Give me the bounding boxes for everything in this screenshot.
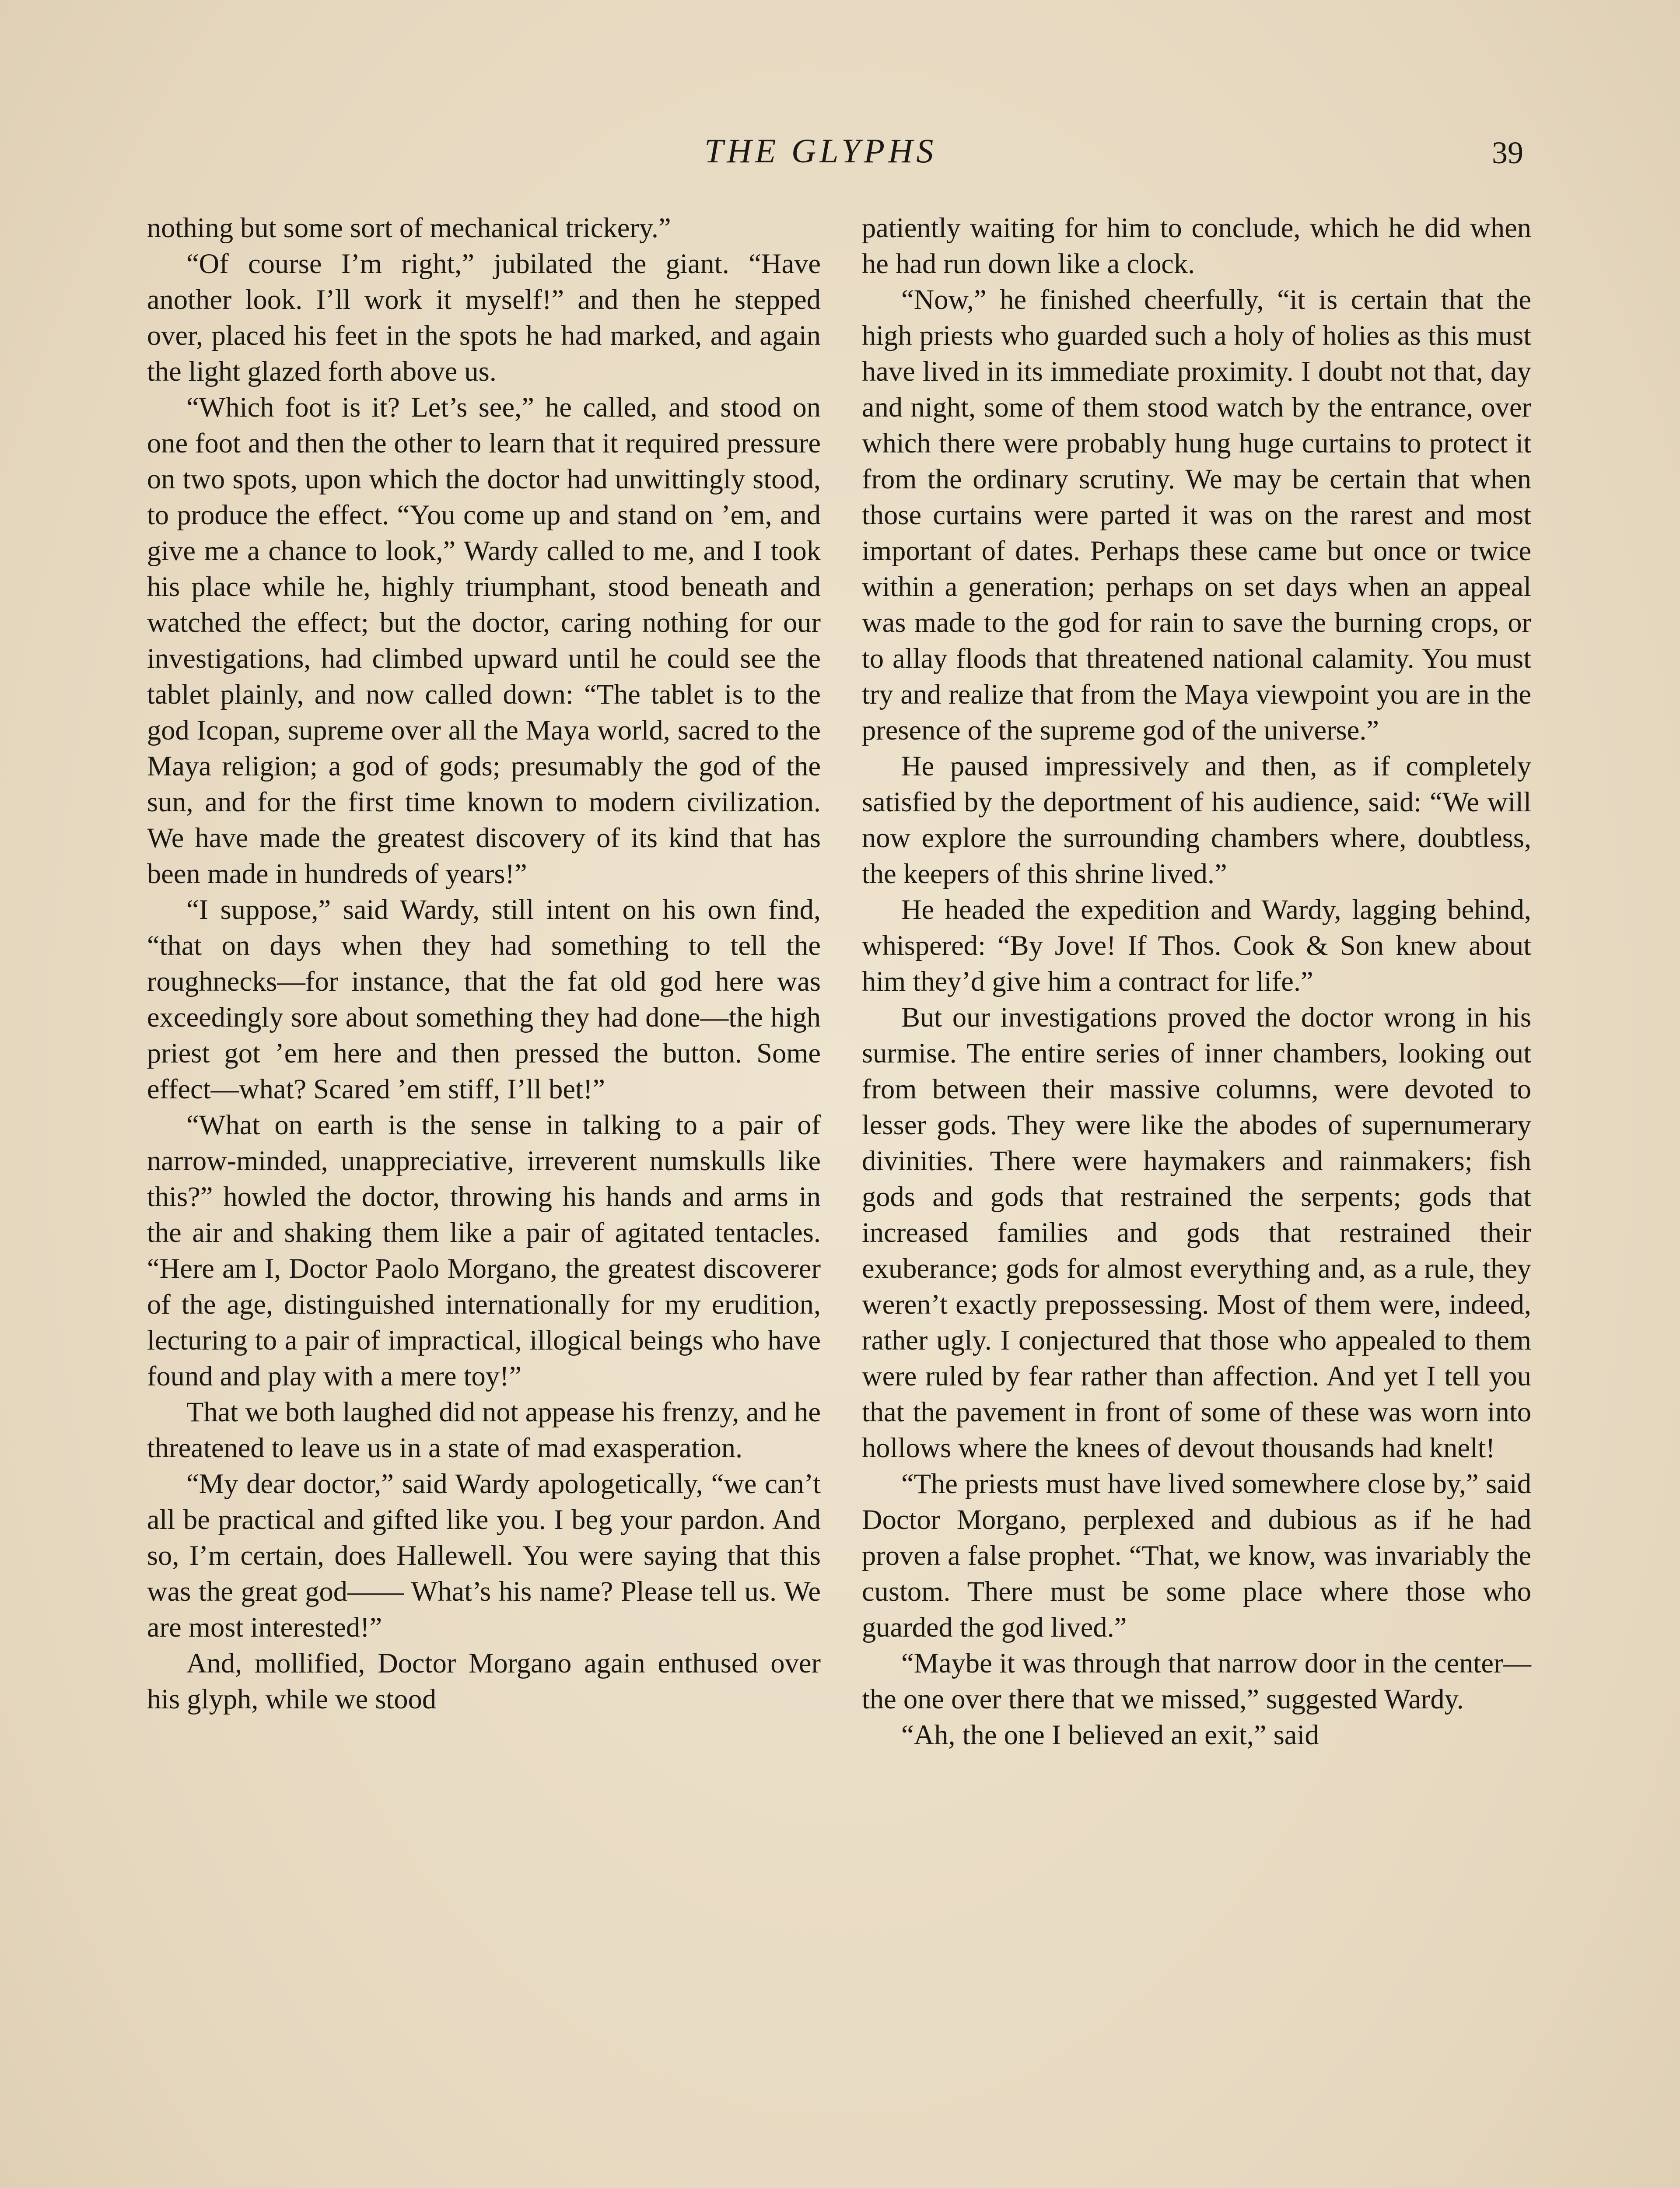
paragraph: And, mollified, Doctor Morgano again enthused over his glyph, while we stood	[147, 1648, 821, 1715]
paragraph: “The priests must have lived somewhere close by,” said Doctor Morgano, perplexed and dubious as if he had proven a false prophet. “That, we know, was invariably the custom. There must be some place where those who guarded the god lived.”	[862, 1468, 1531, 1643]
paragraph: “My dear doctor,” said Wardy apologetically, “we can’t all be practical and gifted like you. I beg your pardon. And so, I’m certain, does Hallewell. You were saying that this was the great god—— What’s his name? Please tell us. We are most interested!”	[147, 1468, 821, 1643]
right-text-column	[862, 210, 1531, 2188]
paragraph: “Which foot is it? Let’s see,” he called, and stood on one foot and then the other to learn that it required pressure on two spots, upon which the doctor had unwittingly stood, to produce the effect. “You come up and stand on ’em, and give me a chance to look,” Wardy called to me, and I took his place while he, highly triumphant, stood beneath and watched the effect; but the doctor, caring nothing for our investigations, had climbed upward until he could see the tablet plainly, and now called down: “The tablet is to the god Icopan, supreme over all the Maya world, sacred to the Maya religion; a god of gods; presumably the god of the sun, and for the first time known to modern civilization. We have made the greatest discovery of its kind that has been made in hundreds of years!”	[147, 392, 821, 889]
paragraph: nothing but some sort of mechanical trickery.”	[147, 212, 671, 243]
page-header	[0, 131, 1680, 184]
paragraph: “Maybe it was through that narrow door in the center—the one over there that we missed,” suggested Wardy.	[862, 1648, 1531, 1715]
page-number: 39	[1492, 135, 1523, 170]
paragraph: He headed the expedition and Wardy, lagging behind, whispered: “By Jove! If Thos. Cook & Son knew about him they’d give him a contract for life.”	[862, 894, 1531, 997]
left-text-column	[147, 210, 821, 2188]
paragraph: That we both laughed did not appease his frenzy, and he threatened to leave us in a state of mad exasperation.	[147, 1396, 821, 1463]
paragraph: But our investigations proved the doctor wrong in his surmise. The entire series of inner chambers, looking out from between their massive columns, were devoted to lesser gods. They were like the abodes of supernumerary divinities. There were haymakers and rainmakers; fish gods and gods that restrained the serpents; gods that increased families and gods that restrained their exuberance; gods for almost everything and, as a rule, they weren’t exactly prepossessing. Most of them were, indeed, rather ugly. I conjectured that those who appealed to them were ruled by fear rather than affection. And yet I tell you that the pavement in front of some of these was worn into hollows where the knees of devout thousands had knelt!	[862, 1002, 1531, 1463]
paragraph: “I suppose,” said Wardy, still intent on his own find, “that on days when they had something to tell the roughnecks—for instance, that the fat old god here was exceedingly sore about something they had done—the high priest got ’em here and then pressed the button. Some effect—what? Scared ’em stiff, I’ll bet!”	[147, 894, 821, 1105]
paragraph: “Of course I’m right,” jubilated the giant. “Have another look. I’ll work it myself!” and then he stepped over, placed his feet in the spots he had marked, and again the light glazed forth above us.	[147, 248, 821, 387]
paragraph: “What on earth is the sense in talking to a pair of narrow-minded, unappreciative, irreverent numskulls like this?” howled the doctor, throwing his hands and arms in the air and shaking them like a pair of agitated tentacles. “Here am I, Doctor Paolo Morgano, the greatest discoverer of the age, distinguished internationally for my erudition, lecturing to a pair of impractical, illogical beings who have found and play with a mere toy!”	[147, 1109, 821, 1392]
running-title: THE GLYPHS	[704, 132, 937, 170]
paragraph: “Now,” he finished cheerfully, “it is certain that the high priests who guarded such a holy of holies as this must have lived in its immediate proximity. I doubt not that, day and night, some of them stood watch by the entrance, over which there were probably hung huge curtains to protect it from the ordinary scrutiny. We may be certain that when those curtains were parted it was on the rarest and most important of dates. Perhaps these came but once or twice within a generation; perhaps on set days when an appeal was made to the god for rain to save the burning crops, or to allay floods that threatened national calamity. You must try and realize that from the Maya viewpoint you are in the presence of the supreme god of the universe.”	[862, 284, 1531, 746]
paragraph: patiently waiting for him to conclude, which he did when he had run down like a clock.	[862, 212, 1531, 279]
paragraph: “Ah, the one I believed an exit,” said	[901, 1719, 1319, 1750]
paragraph: He paused impressively and then, as if completely satisfied by the deportment of his audience, said: “We will now explore the surrounding chambers where, doubtless, the keepers of this shrine lived.”	[862, 750, 1531, 889]
